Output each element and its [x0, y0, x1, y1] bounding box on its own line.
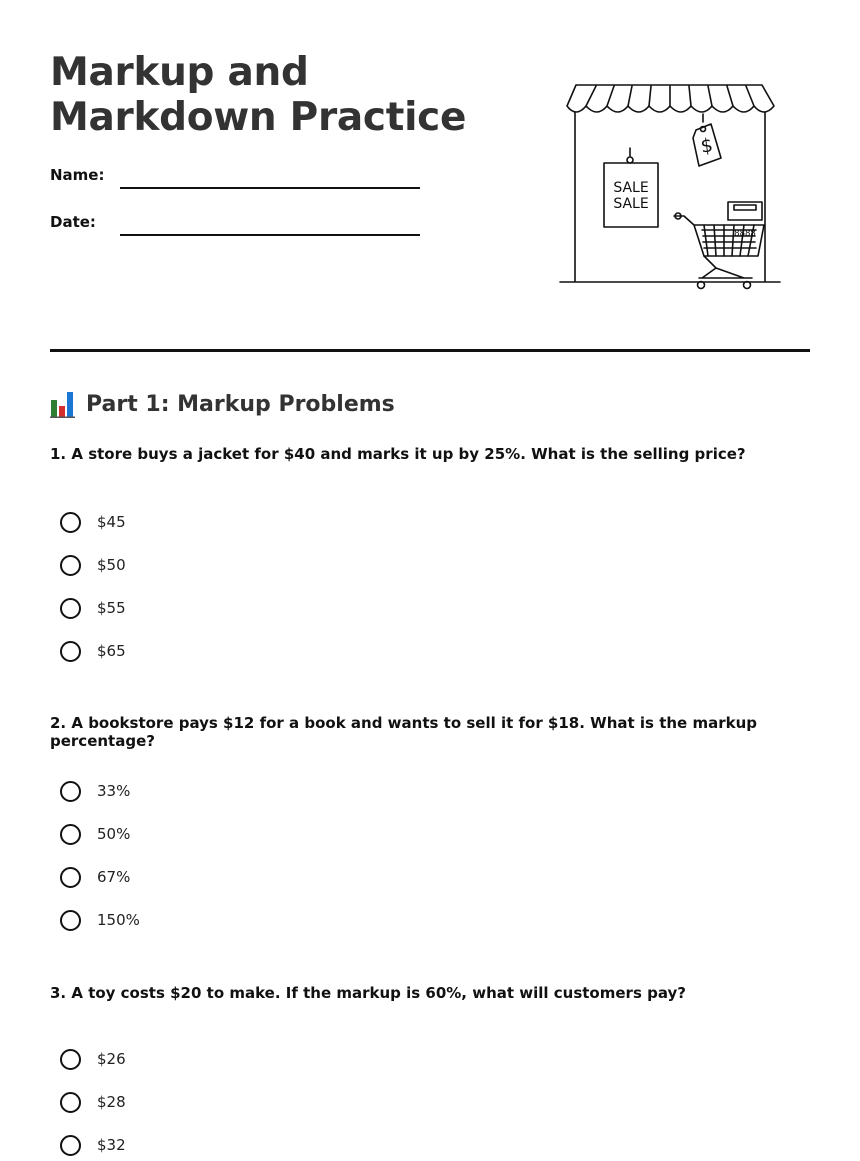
sale-sign-line1: SALE — [613, 180, 649, 196]
question-2: 2. A bookstore pays $12 for a book and wants to sell it for $18. What is the markup percentage? — [50, 714, 757, 750]
option-label: $50 — [97, 556, 126, 574]
section-title: Part 1: Markup Problems — [86, 391, 395, 417]
option-label: $55 — [97, 599, 126, 617]
sale-sign-line2: SALE — [613, 196, 649, 212]
option-label: $32 — [97, 1136, 126, 1154]
section-header — [50, 389, 395, 419]
q2-option-a[interactable] — [60, 778, 130, 804]
radio-button[interactable] — [60, 512, 81, 533]
q2-option-d[interactable] — [60, 907, 140, 933]
q1-option-d[interactable] — [60, 638, 126, 664]
option-label: 150% — [97, 911, 140, 929]
dollar-sign-icon: $ — [699, 134, 715, 158]
q1-option-c[interactable] — [60, 595, 126, 621]
q1-option-b[interactable] — [60, 552, 126, 578]
radio-button[interactable] — [60, 555, 81, 576]
radio-button[interactable] — [60, 824, 81, 845]
radio-button[interactable] — [60, 641, 81, 662]
option-label: $26 — [97, 1050, 126, 1068]
q2-option-b[interactable] — [60, 821, 130, 847]
radio-button[interactable] — [60, 1049, 81, 1070]
radio-button[interactable] — [60, 598, 81, 619]
q3-option-a[interactable] — [60, 1046, 126, 1072]
name-label: Name: — [50, 166, 105, 184]
section-divider — [50, 349, 810, 352]
register-display: 8888 — [734, 229, 756, 239]
bar-chart-icon — [50, 390, 76, 418]
radio-button[interactable] — [60, 867, 81, 888]
radio-button[interactable] — [60, 910, 81, 931]
option-label: $28 — [97, 1093, 126, 1111]
question-3: 3. A toy costs $20 to make. If the markup is 60%, what will customers pay? — [50, 984, 686, 1002]
option-label: 67% — [97, 868, 131, 886]
page-title: Markup and Markdown Practice — [50, 50, 467, 140]
radio-button[interactable] — [60, 1092, 81, 1113]
radio-button[interactable] — [60, 781, 81, 802]
q2-option-c[interactable] — [60, 864, 130, 890]
name-field[interactable] — [120, 187, 420, 189]
date-field[interactable] — [120, 234, 420, 236]
option-label: $65 — [97, 642, 126, 660]
radio-button[interactable] — [60, 1135, 81, 1156]
date-label: Date: — [50, 213, 96, 231]
question-1: 1. A store buys a jacket for $40 and marks it up by 25%. What is the selling price? — [50, 445, 746, 463]
storefront-illustration — [556, 78, 784, 298]
q3-option-b[interactable] — [60, 1089, 126, 1115]
q1-option-a[interactable] — [60, 509, 126, 535]
q3-option-c[interactable] — [60, 1132, 126, 1158]
option-label: $45 — [97, 513, 126, 531]
option-label: 50% — [97, 825, 131, 843]
option-label: 33% — [97, 782, 131, 800]
